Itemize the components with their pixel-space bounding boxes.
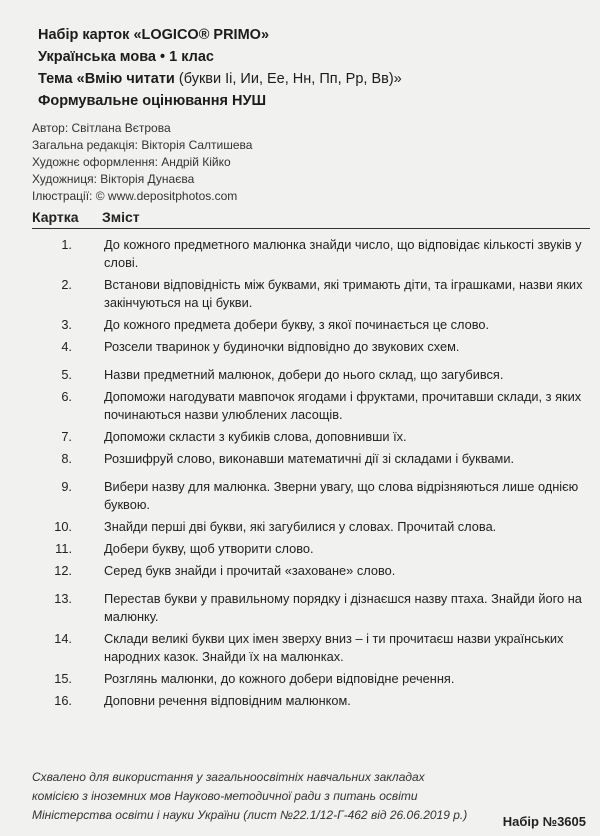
table-row xyxy=(30,590,598,626)
card-content: Серед букв знайди і прочитай «заховане» слово. xyxy=(104,563,396,578)
card-number: 7. xyxy=(61,429,72,444)
column-header-card: Картка xyxy=(32,209,79,225)
approval-line: комісією з іноземних мов Науково-методичної ради з питань освіти xyxy=(32,789,418,803)
card-number: 10. xyxy=(54,519,72,534)
card-content: Розсели тваринок у будиночки відповідно до звукових схем. xyxy=(104,339,460,354)
card-number: 6. xyxy=(61,389,72,404)
table-row xyxy=(30,388,598,424)
card-content: Перестав букви у правильному порядку і дізнаєшся назву птаха. Знайди його на малюнку. xyxy=(104,591,582,624)
column-header-content: Зміст xyxy=(102,209,140,225)
card-content: Склади великі букви цих імен зверху вниз – і ти прочитаєш назви українських народних казок. Знайди їх на малюнках. xyxy=(104,631,564,664)
card-number: 16. xyxy=(54,693,72,708)
card-number: 8. xyxy=(61,451,72,466)
subject-line: Українська мова • 1 клас xyxy=(38,49,214,65)
table-row xyxy=(30,428,598,446)
card-content: До кожного предметного малюнка знайди число, що відповідає кількості звуків у слові. xyxy=(104,237,582,270)
table-row xyxy=(30,518,598,536)
card-number: 14. xyxy=(54,631,72,646)
card-content: Вибери назву для малюнка. Зверни увагу, що слова відрізняються лише однією буквою. xyxy=(104,479,579,512)
set-number: Набір №3605 xyxy=(502,814,586,829)
table-row xyxy=(30,236,598,272)
table-header xyxy=(32,207,590,229)
card-number: 4. xyxy=(61,339,72,354)
credit-line: Автор: Світлана Вєтрова xyxy=(32,121,171,135)
table-row xyxy=(30,562,598,580)
approval-line: Схвалено для використання у загальноосвітніх навчальних закладах xyxy=(32,770,425,784)
table-row xyxy=(30,670,598,688)
credit-line: Загальна редакція: Вікторія Салтишева xyxy=(32,138,253,152)
card-number: 13. xyxy=(54,591,72,606)
row-group xyxy=(30,236,598,356)
table-row xyxy=(30,540,598,558)
card-number: 12. xyxy=(54,563,72,578)
row-group xyxy=(30,478,598,580)
table-row xyxy=(30,630,598,666)
table-row xyxy=(30,316,598,334)
card-content: Допоможи скласти з кубиків слова, доповнивши їх. xyxy=(104,429,407,444)
table-row xyxy=(30,692,598,710)
table-row xyxy=(30,366,598,384)
card-number: 5. xyxy=(61,367,72,382)
table-row xyxy=(30,338,598,356)
title-block xyxy=(38,24,402,112)
title-line: Набір карток «LOGICO® PRIMO» xyxy=(38,27,270,43)
topic-line xyxy=(38,68,402,90)
credit-line: Художнє оформлення: Андрій Кійко xyxy=(32,155,231,169)
table-body xyxy=(30,236,598,720)
card-number: 15. xyxy=(54,671,72,686)
row-group xyxy=(30,590,598,710)
table-row xyxy=(30,450,598,468)
card-number: 1. xyxy=(61,237,72,252)
card-content: Доповни речення відповідним малюнком. xyxy=(104,693,351,708)
card-number: 9. xyxy=(61,479,72,494)
card-content: Добери букву, щоб утворити слово. xyxy=(104,541,314,556)
assessment-line: Формувальне оцінювання НУШ xyxy=(38,93,267,109)
approval-line: Міністерства освіти і науки України (лист №22.1/12-Г-462 від 26.06.2019 р.) xyxy=(32,808,468,822)
credits xyxy=(32,120,252,205)
card-content: Назви предметний малюнок, добери до нього склад, що загубився. xyxy=(104,367,504,382)
card-content: Знайди перші дві букви, які загубилися у словах. Прочитай слова. xyxy=(104,519,497,534)
table-row xyxy=(30,478,598,514)
card-content: Встанови відповідність між буквами, які тримають діти, та іграшками, назви яких закінчуються на ці букви. xyxy=(104,277,583,310)
topic-bold: Тема «Вмію читати xyxy=(38,71,175,87)
approval-note xyxy=(32,768,467,825)
table-row xyxy=(30,276,598,312)
topic-letters: (букви Іі, Ии, Ее, Нн, Пп, Рр, Вв)» xyxy=(174,71,402,87)
card-content: Допоможи нагодувати мавпочок ягодами і фруктами, прочитавши склади, з яких починаються назви улюблених ласощів. xyxy=(104,389,582,422)
row-group xyxy=(30,366,598,468)
card-content: До кожного предмета добери букву, з якої починається це слово. xyxy=(104,317,490,332)
credit-line: Ілюстрації: © www.depositphotos.com xyxy=(32,189,238,203)
card-number: 11. xyxy=(55,541,72,556)
credit-line: Художниця: Вікторія Дунаєва xyxy=(32,172,195,186)
card-number: 2. xyxy=(61,277,72,292)
card-content: Розглянь малюнки, до кожного добери відповідне речення. xyxy=(104,671,455,686)
card-content: Розшифруй слово, виконавши математичні дії зі складами і буквами. xyxy=(104,451,515,466)
card-number: 3. xyxy=(61,317,72,332)
